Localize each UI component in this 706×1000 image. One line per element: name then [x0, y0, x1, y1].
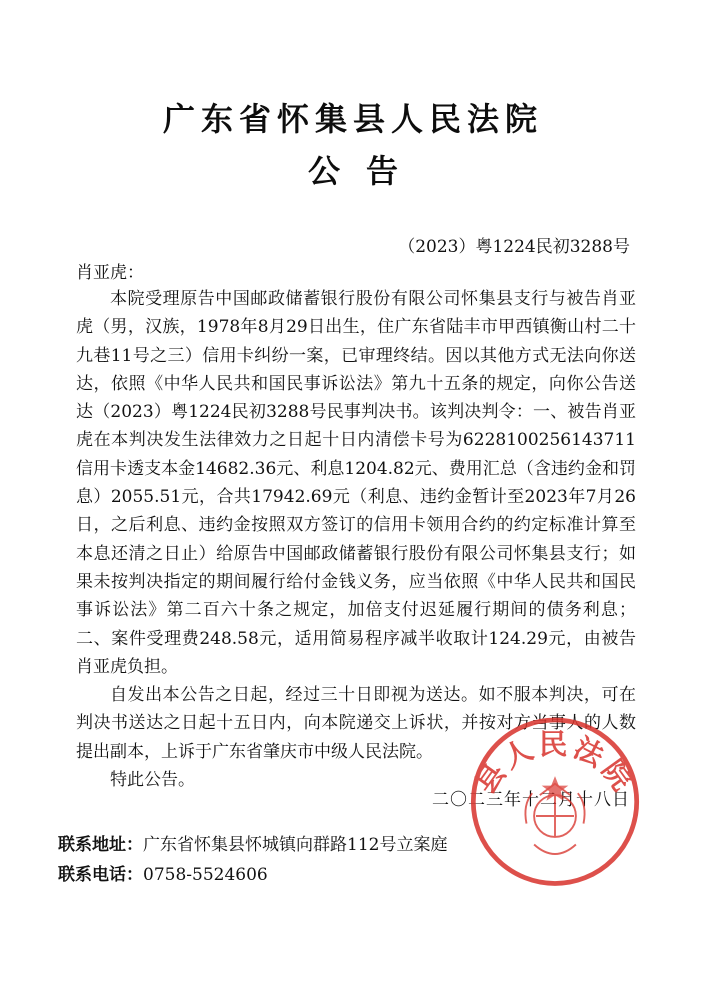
- contact-address: [58, 830, 447, 855]
- court-seal-icon: [460, 702, 650, 892]
- court-name-title: 广东省怀集县人民法院: [162, 100, 543, 138]
- paragraph-judgment: 本院受理原告中国邮政储蓄银行股份有限公司怀集县支行与被告肖亚虎（男，汉族，1978年8月29日出生，住广东省陆丰市甲西镇衡山村二十九巷11号之三）信用卡纠纷一案，已审理终结。因以其他方式无法向你送达，依照《中华人民共和国民事诉讼法》第九十五条的规定，向你公告送达（2023）粤1224民初3288号民事判决书。该判决判令：一、被告肖亚虎在本判决发生法律效力之日起十日内清偿卡号为6228100256143711信用卡透支本金14682.36元、利息1204.82元、费用汇总（含违约金和罚息）2055.51元，合共17942.69元（利息、违约金暂计至2023年7月26日，之后利息、违约金按照双方签订的信用卡领用合约的约定标准计算至本息还清之日止）给原告中国邮政储蓄银行股份有限公司怀集县支行；如果未按判决指定的期间履行给付金钱义务，应当依照《中华人民共和国民事诉讼法》第二百六十条之规定，加倍支付迟延履行期间的债务利息；二、案件受理费248.58元，适用简易程序减半收取计124.29元，由被告肖亚虎负担。: [76, 289, 636, 677]
- contact-address-value: 广东省怀集县怀城镇向群路112号立案庭: [143, 835, 448, 855]
- contact-phone-label: 联系电话：: [58, 865, 143, 885]
- paragraph-service: 自发出本公告之日起，经过三十日即视为送达。如不服本判决，可在判决书送达之日起十五日内，向本院递交上诉状，并按对方当事人的人数提出副本，上诉于广东省肇庆市中级人民法院。: [76, 685, 636, 762]
- case-number: （2023）粤1224民初3288号: [398, 237, 630, 257]
- seal-text: 县人民法院: [468, 727, 642, 800]
- notice-date: 二〇二三年十二月十八日: [432, 790, 630, 810]
- contact-address-label: 联系地址：: [58, 835, 143, 855]
- paragraph-closing: 特此公告。: [110, 770, 195, 791]
- addressee: 肖亚虎：: [76, 263, 144, 283]
- notice-title: 公告: [307, 152, 424, 190]
- contact-phone: [58, 860, 268, 885]
- contact-phone-value: 0758-5524606: [143, 865, 268, 885]
